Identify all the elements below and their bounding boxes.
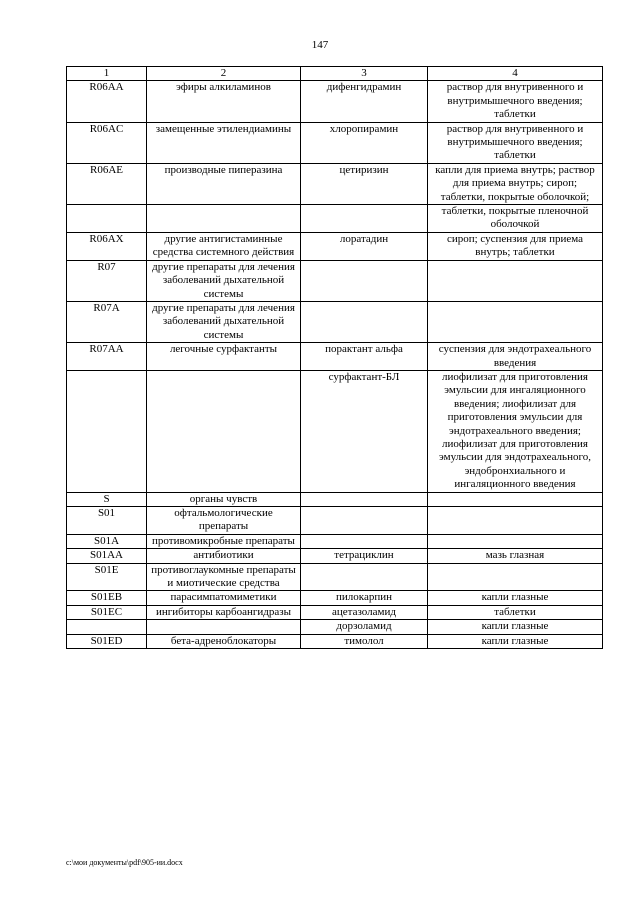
atc-code-cell: S [67,492,147,506]
drug-name-cell [301,260,428,301]
table-row [67,301,603,342]
group-name-cell: эфиры алкиламинов [147,81,301,122]
dosage-form-cell [428,563,603,591]
table-row [67,205,603,233]
group-name-cell: замещенные этилендиамины [147,122,301,163]
table-row [67,163,603,204]
table-row [67,122,603,163]
group-name-cell: парасимпатомиметики [147,591,301,605]
table-row [67,591,603,605]
atc-code-cell: S01E [67,563,147,591]
atc-code-cell [67,370,147,492]
table-row [67,370,603,492]
group-name-cell: противомикробные препараты [147,534,301,548]
dosage-form-cell: таблетки [428,605,603,619]
table-row [67,534,603,548]
drug-name-cell [301,563,428,591]
table-row [67,81,603,122]
header-cell: 3 [301,67,428,81]
drug-name-cell: хлоропирамин [301,122,428,163]
table-row [67,260,603,301]
dosage-form-cell: раствор для внутривенного и внутримышечного введения; таблетки [428,122,603,163]
dosage-form-cell: капли для приема внутрь; раствор для приема внутрь; сироп; таблетки, покрытые оболочкой; [428,163,603,204]
dosage-form-cell: капли глазные [428,634,603,648]
dosage-form-cell [428,507,603,535]
atc-code-cell: R07 [67,260,147,301]
group-name-cell: производные пиперазина [147,163,301,204]
drug-name-cell: ацетазоламид [301,605,428,619]
drug-name-cell: порактант альфа [301,343,428,371]
table-row [67,563,603,591]
atc-code-cell: R06AX [67,232,147,260]
drug-name-cell: цетиризин [301,163,428,204]
atc-code-cell: R07A [67,301,147,342]
drug-name-cell [301,492,428,506]
drug-name-cell: дорзоламид [301,620,428,634]
atc-code-cell: S01AA [67,549,147,563]
drug-name-cell [301,301,428,342]
group-name-cell: бета-адреноблокаторы [147,634,301,648]
drug-name-cell [301,205,428,233]
group-name-cell: офтальмологические препараты [147,507,301,535]
group-name-cell: антибиотики [147,549,301,563]
dosage-form-cell: лиофилизат для приготовления эмульсии для ингаляционного введения; лиофилизат для приготовления эмульсии для эндотрахеального введения; лиофилизат для приготовления эмульсии для эндотрахеального, эндобронхиального и ингаляционного введения [428,370,603,492]
atc-code-cell: S01EB [67,591,147,605]
group-name-cell: органы чувств [147,492,301,506]
dosage-form-cell: капли глазные [428,620,603,634]
dosage-form-cell: капли глазные [428,591,603,605]
group-name-cell: ингибиторы карбоангидразы [147,605,301,619]
dosage-form-cell [428,301,603,342]
table-row [67,492,603,506]
dosage-form-cell [428,260,603,301]
drug-name-cell: сурфактант-БЛ [301,370,428,492]
table-row [67,549,603,563]
drug-name-cell: лоратадин [301,232,428,260]
atc-code-cell: S01EC [67,605,147,619]
atc-code-cell: R06AC [67,122,147,163]
dosage-form-cell: таблетки, покрытые пленочной оболочкой [428,205,603,233]
group-name-cell: легочные сурфактанты [147,343,301,371]
group-name-cell [147,205,301,233]
header-cell: 1 [67,67,147,81]
page-number: 147 [311,39,329,51]
table-row [67,620,603,634]
header-cell: 2 [147,67,301,81]
drug-name-cell [301,507,428,535]
drug-table [66,66,603,649]
dosage-form-cell: суспензия для эндотрахеального введения [428,343,603,371]
dosage-form-cell: сироп; суспензия для приема внутрь; таблетки [428,232,603,260]
dosage-form-cell: раствор для внутривенного и внутримышечного введения; таблетки [428,81,603,122]
drug-name-cell: пилокарпин [301,591,428,605]
table-header-row [67,67,603,81]
dosage-form-cell [428,534,603,548]
atc-code-cell [67,205,147,233]
dosage-form-cell: мазь глазная [428,549,603,563]
group-name-cell: другие препараты для лечения заболеваний дыхательной системы [147,260,301,301]
table-row [67,507,603,535]
group-name-cell [147,370,301,492]
table-row [67,343,603,371]
group-name-cell: другие препараты для лечения заболеваний дыхательной системы [147,301,301,342]
atc-code-cell: S01 [67,507,147,535]
table-row [67,232,603,260]
atc-code-cell: S01ED [67,634,147,648]
drug-name-cell: дифенгидрамин [301,81,428,122]
group-name-cell: другие антигистаминные средства системного действия [147,232,301,260]
table-row [67,634,603,648]
atc-code-cell [67,620,147,634]
group-name-cell [147,620,301,634]
atc-code-cell: R07AA [67,343,147,371]
drug-name-cell: тимолол [301,634,428,648]
atc-code-cell: R06AE [67,163,147,204]
dosage-form-cell [428,492,603,506]
drug-name-cell: тетрациклин [301,549,428,563]
drug-name-cell [301,534,428,548]
table-row [67,605,603,619]
atc-code-cell: R06AA [67,81,147,122]
footer-file-path: c:\мои документы\pdf\905-ии.docx [66,858,183,867]
atc-code-cell: S01A [67,534,147,548]
header-cell: 4 [428,67,603,81]
group-name-cell: противоглаукомные препараты и миотические средства [147,563,301,591]
